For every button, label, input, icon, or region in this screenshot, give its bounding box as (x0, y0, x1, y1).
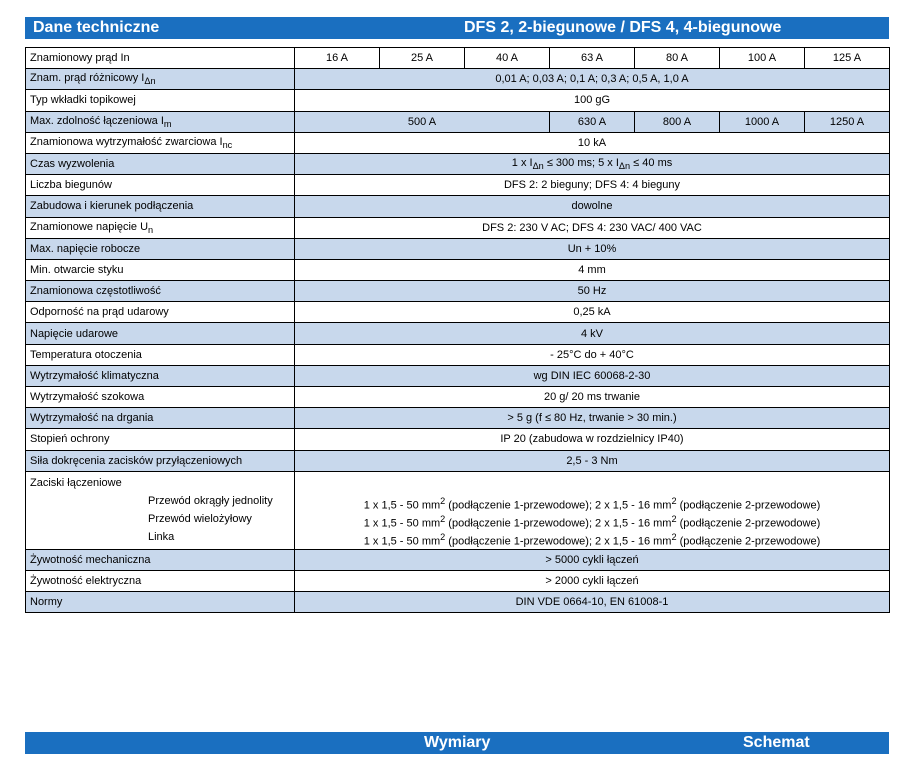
cell-value: dowolne (295, 196, 890, 217)
table-row (26, 365, 890, 386)
row-label: Odporność na prąd udarowy (26, 302, 295, 323)
table-row (26, 549, 890, 570)
row-label: Typ wkładki topikowej (26, 90, 295, 111)
row-label: Wytrzymałość klimatyczna (26, 365, 295, 386)
cell-value: DFS 2: 230 V AC; DFS 4: 230 VAC/ 400 VAC (295, 217, 890, 238)
terminals-label: Zaciski łączeniowe (30, 477, 122, 490)
table-row (26, 429, 890, 450)
table-row (26, 259, 890, 280)
cell-value: 4 kV (295, 323, 890, 344)
table-row (26, 175, 890, 196)
cell-value: 100 A (720, 48, 805, 69)
dimensions-title: Wymiary (424, 734, 491, 751)
table-row (26, 323, 890, 344)
cell-value: 2,5 - 3 Nm (295, 450, 890, 471)
cell-value: 1 x $I_{\Delta n} \le 300$ ms; 5 x $I_{\Delta n} \le 40$ ms (295, 153, 890, 174)
row-label: Siła dokręcenia zacisków przyłączeniowych (26, 450, 295, 471)
row-label: Żywotność mechaniczna (26, 549, 295, 570)
footer-band (25, 732, 889, 754)
table-row (26, 387, 890, 408)
spec-table (25, 47, 890, 613)
table-row (26, 471, 890, 549)
table-row (26, 217, 890, 238)
cell-value: 80 A (635, 48, 720, 69)
table-row (26, 132, 890, 153)
cell-value: 63 A (550, 48, 635, 69)
table-row (26, 592, 890, 613)
row-label: Max. napięcie robocze (26, 238, 295, 259)
table-row (26, 450, 890, 471)
cell-value: wg DIN IEC 60068-2-30 (295, 365, 890, 386)
cell-value: 630 A (550, 111, 635, 132)
row-label: Stopień ochrony (26, 429, 295, 450)
cell-value: 10 kA (295, 132, 890, 153)
table-row (26, 238, 890, 259)
diagram-title: Schemat (743, 734, 810, 751)
row-label: Znamionowy prąd In (26, 48, 295, 69)
cell-value: IP 20 (zabudowa w rozdzielnicy IP40) (295, 429, 890, 450)
cell-value: 25 A (380, 48, 465, 69)
cell-value: 50 Hz (295, 281, 890, 302)
row-label: Znam. prąd różnicowy $I_{\Delta n}$ (26, 69, 295, 90)
cell-value: DIN VDE 0664-10, EN 61008-1 (295, 592, 890, 613)
cell-value: 20 g/ 20 ms trwanie (295, 387, 890, 408)
table-row (26, 111, 890, 132)
terminal-spec: 1 x 1,5 - 50 $mm^2$ (podłączenie 1-przewodowe); 2 x 1,5 - 16 $mm^2$ (podłączenie 2-przewodowe) (363, 496, 821, 512)
cell-value: > 2000 cykli łączeń (295, 570, 890, 591)
terminal-type: Linka (148, 531, 175, 544)
table-row (26, 302, 890, 323)
row-label: Znamionowa częstotliwość (26, 281, 295, 302)
table-row (26, 408, 890, 429)
row-label: Liczba biegunów (26, 175, 295, 196)
row-label: Max. zdolność łączeniowa $I_m$ (26, 111, 295, 132)
row-label: Zabudowa i kierunek podłączenia (26, 196, 295, 217)
header-band (25, 17, 889, 39)
row-label: Wytrzymałość szokowa (26, 387, 295, 408)
row-label: Temperatura otoczenia (26, 344, 295, 365)
product-title: DFS 2, 2-biegunowe / DFS 4, 4-biegunowe (464, 19, 782, 36)
cell-value: 800 A (635, 111, 720, 132)
cell-value: - 25°C do + 40°C (295, 344, 890, 365)
cell-value: DFS 2: 2 bieguny; DFS 4: 4 bieguny (295, 175, 890, 196)
cell-value: 0,25 kA (295, 302, 890, 323)
section-title: Dane techniczne (33, 19, 160, 36)
cell-value: 16 A (295, 48, 380, 69)
row-label: Znamionowe napięcie $U_n$ (26, 217, 295, 238)
row-label: Żywotność elektryczna (26, 570, 295, 591)
cell-value: > 5000 cykli łączeń (295, 549, 890, 570)
row-label (26, 471, 295, 549)
table-row (26, 69, 890, 90)
row-label: Normy (26, 592, 295, 613)
cell-value: 125 A (805, 48, 890, 69)
table-row (26, 281, 890, 302)
table-row (26, 153, 890, 174)
row-label: Wytrzymałość na drgania (26, 408, 295, 429)
cell-value: 100 gG (295, 90, 890, 111)
cell-value (295, 471, 890, 549)
row-label: Czas wyzwolenia (26, 153, 295, 174)
row-label: Znamionowa wytrzymałość zwarciowa $I_{nc}$ (26, 132, 295, 153)
cell-value: Un + 10% (295, 238, 890, 259)
terminal-type: Przewód okrągły jednolity (148, 495, 273, 508)
row-label: Napięcie udarowe (26, 323, 295, 344)
terminal-spec: 1 x 1,5 - 50 $mm^2$ (podłączenie 1-przewodowe); 2 x 1,5 - 16 $mm^2$ (podłączenie 2-przewodowe) (363, 532, 821, 548)
cell-value: > 5 g (f ≤ 80 Hz, trwanie > 30 min.) (295, 408, 890, 429)
terminal-spec: 1 x 1,5 - 50 $mm^2$ (podłączenie 1-przewodowe); 2 x 1,5 - 16 $mm^2$ (podłączenie 2-przewodowe) (363, 514, 821, 530)
table-row (26, 344, 890, 365)
row-label: Min. otwarcie styku (26, 259, 295, 280)
terminal-type: Przewód wielożyłowy (148, 513, 252, 526)
table-row (26, 196, 890, 217)
cell-value: 500 A (295, 111, 550, 132)
cell-value: 4 mm (295, 259, 890, 280)
cell-value: 1250 A (805, 111, 890, 132)
table-row (26, 48, 890, 69)
table-row (26, 90, 890, 111)
cell-value: 40 A (465, 48, 550, 69)
cell-value: 0,01 A; 0,03 A; 0,1 A; 0,3 A; 0,5 A, 1,0 A (295, 69, 890, 90)
cell-value: 1000 A (720, 111, 805, 132)
table-row (26, 570, 890, 591)
